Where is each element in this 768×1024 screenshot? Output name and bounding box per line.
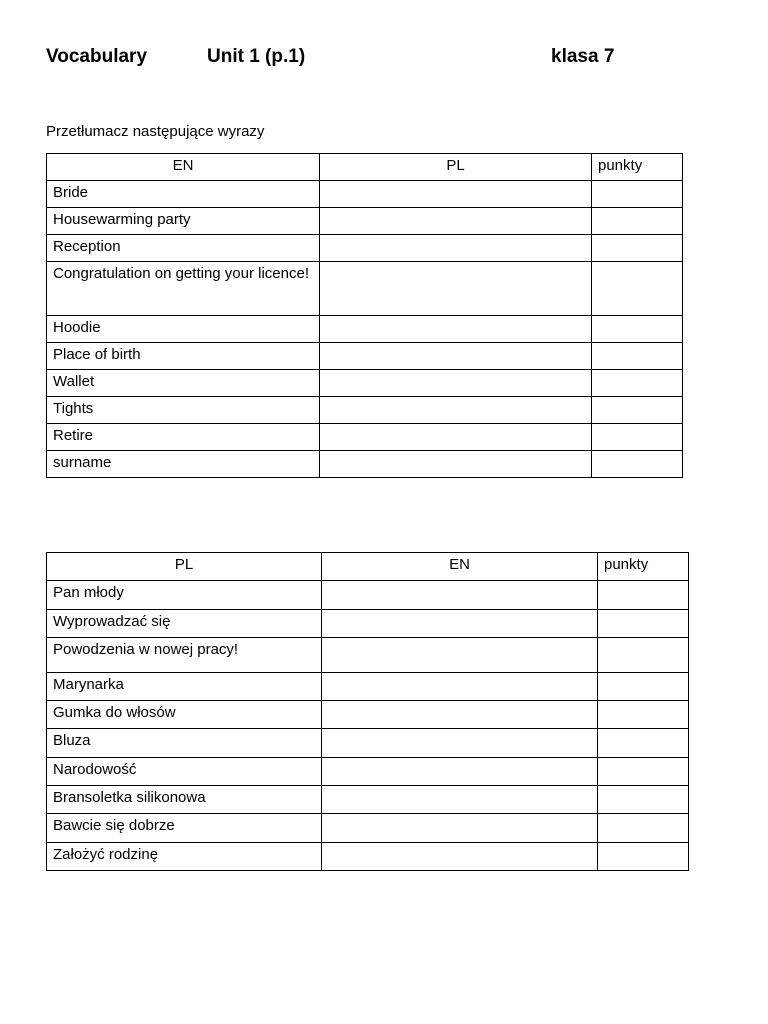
table-row — [47, 343, 683, 370]
points-cell[interactable] — [592, 397, 683, 424]
translation-answer-cell[interactable] — [320, 181, 592, 208]
source-word-cell: Housewarming party — [47, 208, 320, 235]
en-pl-translation-table — [46, 153, 683, 478]
table-row — [47, 610, 689, 638]
translation-answer-cell[interactable] — [320, 397, 592, 424]
points-cell[interactable] — [598, 673, 689, 701]
source-word-cell: Hoodie — [47, 316, 320, 343]
translation-answer-cell[interactable] — [322, 581, 598, 610]
source-word-cell: Gumka do włosów — [47, 701, 322, 729]
points-cell[interactable] — [592, 343, 683, 370]
points-cell[interactable] — [598, 843, 689, 871]
table-row — [47, 370, 683, 397]
table-row — [47, 581, 689, 610]
table-row — [47, 424, 683, 451]
source-word-cell: Bransoletka silikonowa — [47, 786, 322, 814]
table-row — [47, 673, 689, 701]
column-header-en: EN — [322, 553, 598, 581]
points-cell[interactable] — [592, 181, 683, 208]
translation-answer-cell[interactable] — [322, 814, 598, 843]
source-word-cell: Reception — [47, 235, 320, 262]
source-word-cell: Bawcie się dobrze — [47, 814, 322, 843]
table-row — [47, 638, 689, 673]
table-row — [47, 758, 689, 786]
column-header-pl: PL — [320, 154, 592, 181]
source-word-cell: Bluza — [47, 729, 322, 758]
table-row — [47, 701, 689, 729]
column-header-points: punkty — [592, 154, 683, 181]
translation-answer-cell[interactable] — [322, 729, 598, 758]
points-cell[interactable] — [598, 758, 689, 786]
points-cell[interactable] — [598, 610, 689, 638]
points-cell[interactable] — [598, 786, 689, 814]
table-row — [47, 181, 683, 208]
table-row — [47, 729, 689, 758]
table-row — [47, 786, 689, 814]
class-label: klasa 7 — [551, 46, 615, 67]
points-cell[interactable] — [592, 424, 683, 451]
column-header-en: EN — [47, 154, 320, 181]
table-header-row — [47, 154, 683, 181]
points-cell[interactable] — [592, 316, 683, 343]
points-cell[interactable] — [598, 729, 689, 758]
points-cell[interactable] — [598, 701, 689, 729]
points-cell[interactable] — [592, 370, 683, 397]
translation-answer-cell[interactable] — [320, 370, 592, 397]
pl-en-translation-table — [46, 552, 689, 871]
source-word-cell: Tights — [47, 397, 320, 424]
table-row — [47, 208, 683, 235]
table-row — [47, 397, 683, 424]
points-cell[interactable] — [598, 581, 689, 610]
table-row — [47, 262, 683, 316]
points-cell[interactable] — [592, 262, 683, 316]
translation-answer-cell[interactable] — [322, 673, 598, 701]
column-header-pl: PL — [47, 553, 322, 581]
translation-answer-cell[interactable] — [322, 786, 598, 814]
points-cell[interactable] — [592, 235, 683, 262]
translation-answer-cell[interactable] — [320, 235, 592, 262]
translation-answer-cell[interactable] — [320, 262, 592, 316]
points-cell[interactable] — [598, 638, 689, 673]
translation-answer-cell[interactable] — [320, 316, 592, 343]
unit-label: Unit 1 (p.1) — [207, 46, 306, 67]
table-row — [47, 235, 683, 262]
source-word-cell: Marynarka — [47, 673, 322, 701]
instruction-text: Przetłumacz następujące wyrazy — [46, 123, 265, 140]
points-cell[interactable] — [592, 208, 683, 235]
translation-answer-cell[interactable] — [320, 208, 592, 235]
source-word-cell: Wyprowadzać się — [47, 610, 322, 638]
source-word-cell: Narodowość — [47, 758, 322, 786]
source-word-cell: Założyć rodzinę — [47, 843, 322, 871]
translation-answer-cell[interactable] — [322, 610, 598, 638]
translation-answer-cell[interactable] — [320, 451, 592, 478]
translation-answer-cell[interactable] — [320, 343, 592, 370]
translation-answer-cell[interactable] — [322, 758, 598, 786]
source-word-cell: Bride — [47, 181, 320, 208]
document-title: Vocabulary — [46, 46, 148, 67]
table-row — [47, 814, 689, 843]
table-row — [47, 316, 683, 343]
source-word-cell: Powodzenia w nowej pracy! — [47, 638, 322, 673]
translation-answer-cell[interactable] — [322, 843, 598, 871]
translation-answer-cell[interactable] — [320, 424, 592, 451]
source-word-cell: Pan młody — [47, 581, 322, 610]
translation-answer-cell[interactable] — [322, 701, 598, 729]
source-word-cell: Place of birth — [47, 343, 320, 370]
source-word-cell: Retire — [47, 424, 320, 451]
table-row — [47, 451, 683, 478]
points-cell[interactable] — [592, 451, 683, 478]
points-cell[interactable] — [598, 814, 689, 843]
column-header-points: punkty — [598, 553, 689, 581]
source-word-cell: surname — [47, 451, 320, 478]
translation-answer-cell[interactable] — [322, 638, 598, 673]
source-word-cell: Wallet — [47, 370, 320, 397]
source-word-cell: Congratulation on getting your licence! — [47, 262, 320, 316]
table-row — [47, 843, 689, 871]
table-header-row — [47, 553, 689, 581]
